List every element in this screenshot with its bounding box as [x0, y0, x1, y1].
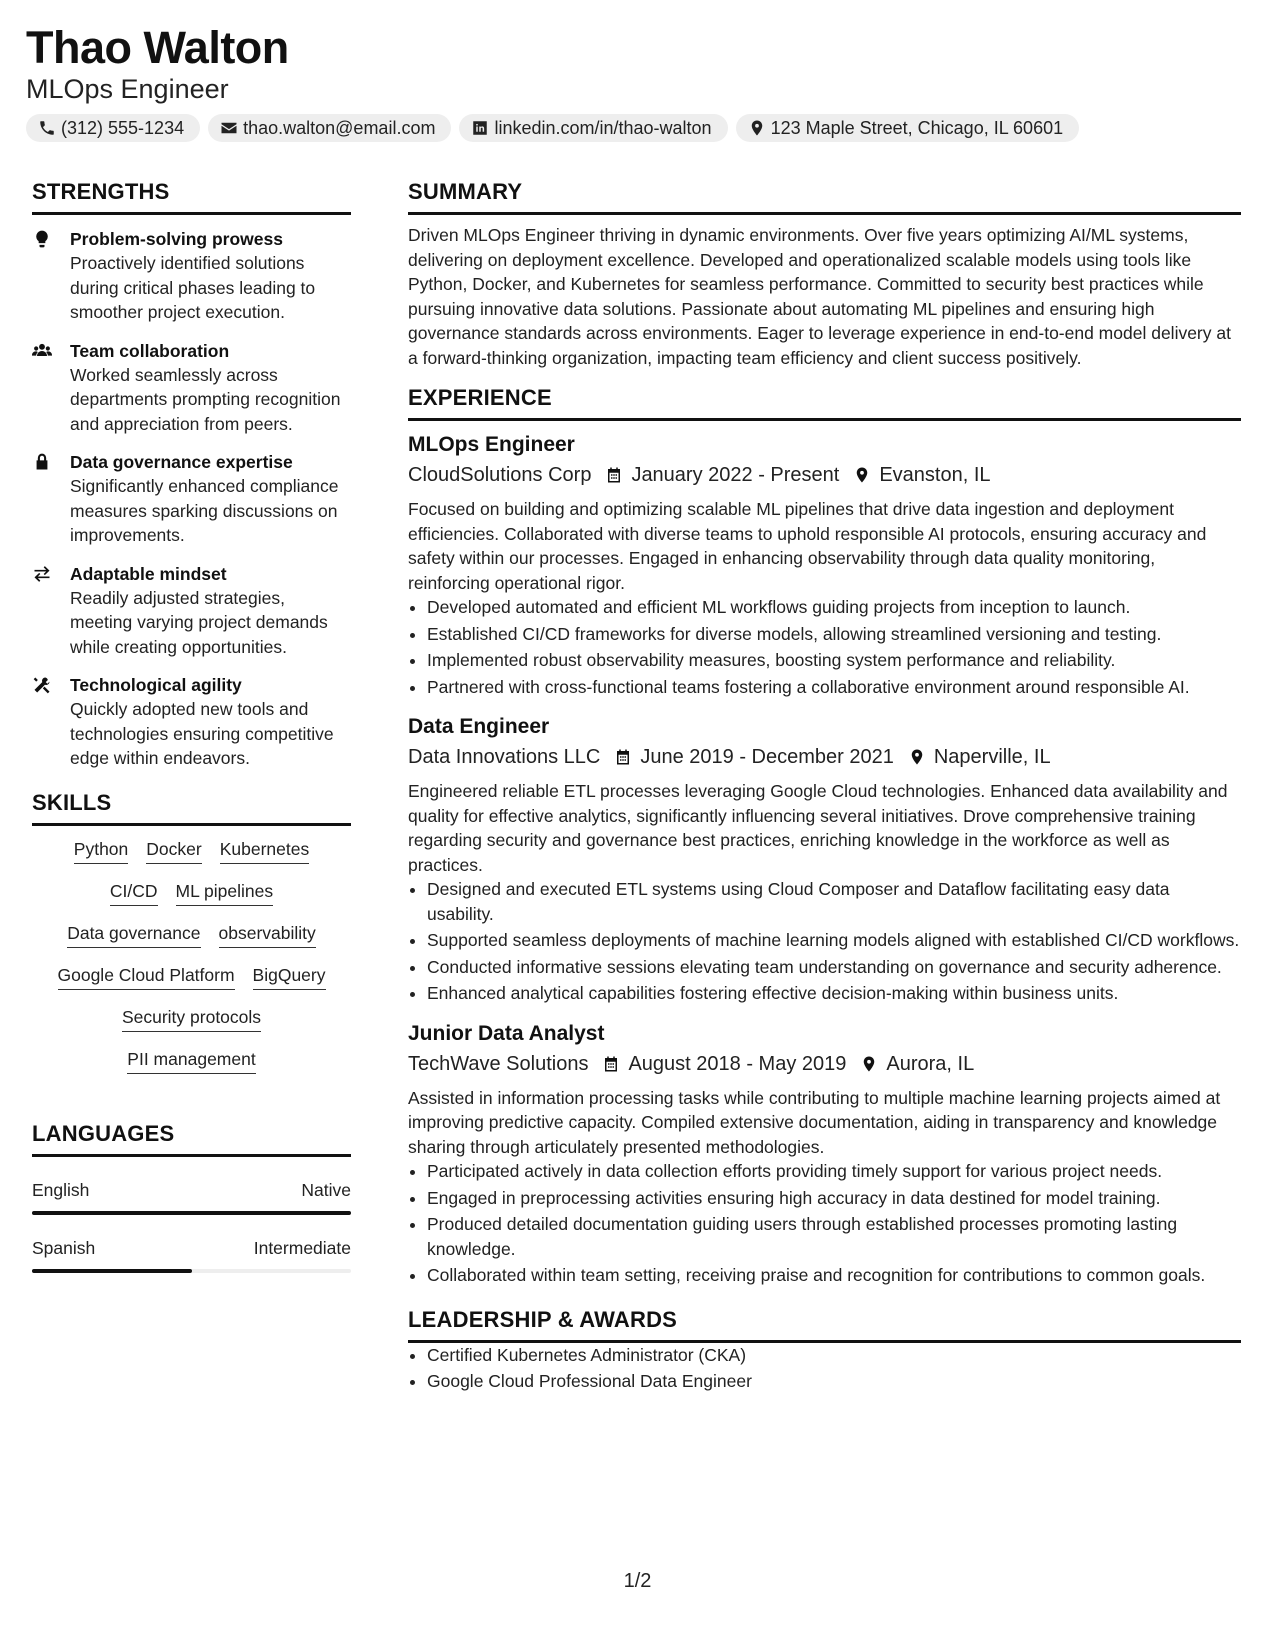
language-level-bar — [32, 1211, 351, 1215]
map-pin-icon — [748, 119, 766, 137]
skill-tag: CI/CD — [110, 880, 158, 906]
left-column — [32, 178, 351, 1273]
experience-section — [408, 384, 1241, 1288]
job-meta — [408, 1050, 1241, 1078]
awards-list — [408, 1343, 1241, 1394]
job-location: Aurora, IL — [886, 1052, 975, 1075]
skills-heading: SKILLS — [32, 789, 351, 826]
skill-row — [42, 922, 341, 948]
job-bullets — [408, 1159, 1241, 1288]
language-item — [32, 1179, 351, 1215]
job-entry — [408, 713, 1241, 1006]
users-icon — [32, 341, 54, 363]
contact-email-text: thao.walton@email.com — [243, 117, 436, 138]
job-dates: January 2022 - Present — [631, 464, 840, 486]
job-meta — [408, 461, 1241, 489]
contact-linkedin-text: linkedin.com/in/thao-walton — [494, 117, 712, 138]
strength-item — [32, 339, 351, 437]
awards-section — [408, 1306, 1241, 1394]
skill-tag: Kubernetes — [220, 838, 310, 864]
calendar-icon — [605, 466, 623, 484]
calendar-icon — [602, 1055, 620, 1073]
strength-item — [32, 227, 351, 325]
job-bullet: • Produced detailed documentation guiding users through established processes promoting lasting knowledge. — [427, 1212, 1241, 1261]
strength-title: Team collaboration — [70, 340, 230, 361]
exchange-arrows-icon — [32, 564, 54, 586]
strength-desc: Proactively identified solutions during critical phases leading to smoother project execution. — [70, 253, 316, 322]
strength-desc: Readily adjusted strategies, meeting varying project demands while creating opportunities. — [70, 587, 328, 657]
job-bullet: • Partnered with cross-functional teams fostering a collaborative environment around responsible AI. — [427, 675, 1241, 700]
skill-row — [42, 1006, 341, 1032]
contact-address[interactable] — [736, 114, 1080, 142]
phone-icon — [38, 119, 56, 137]
candidate-title: MLOps Engineer — [26, 74, 229, 104]
language-level-fill — [32, 1269, 192, 1273]
skill-row — [42, 1048, 341, 1074]
skill-tag: BigQuery — [253, 964, 326, 990]
page-number: 1/2 — [623, 1570, 652, 1592]
job-bullet: • Collaborated within team setting, receiving praise and recognition for contributions to common goals. — [427, 1263, 1241, 1288]
skill-tag: PII management — [127, 1048, 255, 1074]
language-level-bar — [32, 1269, 351, 1273]
tools-icon — [32, 675, 54, 697]
job-dates: June 2019 - December 2021 — [640, 746, 894, 768]
job-description: Assisted in information processing tasks while contributing to multiple machine learning projects aimed at improving predictive capacity. Compiled extensive documentation, aiding in transparency and knowledge sharing through articulately presented methodologies. — [408, 1087, 1221, 1157]
contact-phone-text: (312) 555-1234 — [61, 117, 185, 138]
contact-phone[interactable] — [26, 114, 200, 142]
language-item — [32, 1237, 351, 1273]
contact-email[interactable] — [208, 114, 451, 142]
skill-row — [42, 880, 341, 906]
job-entry — [408, 1020, 1241, 1288]
job-title: MLOps Engineer — [408, 433, 575, 456]
languages-section — [32, 1120, 351, 1273]
job-location: Evanston, IL — [879, 464, 991, 486]
job-entry — [408, 431, 1241, 699]
job-bullet: • Developed automated and efficient ML workflows guiding projects from inception to launch. — [427, 595, 1241, 620]
job-title: Data Engineer — [408, 715, 550, 738]
job-bullets — [408, 877, 1241, 1006]
map-pin-icon — [860, 1055, 878, 1073]
job-bullet: • Enhanced analytical capabilities fostering effective decision-making within business units. — [427, 981, 1241, 1006]
envelope-icon — [220, 119, 238, 137]
strength-title: Data governance expertise — [70, 452, 293, 472]
strength-item — [32, 673, 351, 771]
job-bullet: • Conducted informative sessions elevating team understanding on governance and security adherence. — [427, 955, 1241, 980]
map-pin-icon — [853, 466, 871, 484]
job-location: Naperville, IL — [933, 746, 1051, 768]
language-name: Spanish — [32, 1237, 96, 1258]
lock-icon — [32, 452, 54, 474]
skills-list — [32, 838, 351, 1074]
job-dates: August 2018 - May 2019 — [628, 1052, 847, 1075]
contact-linkedin[interactable] — [459, 114, 727, 142]
summary-text: Driven MLOps Engineer thriving in dynamic environments. Over five years optimizing AI/ML systems, delivering on deployment excellence. Developed and operationalized scalable models using tools like Python, Docker, and Kubernetes for seamless performance. Committed to security best practices while pursuing innovative data solutions. Passionate about automating ML pipelines and ensuring high governance standards across environments. Eager to leverage experience in end-to-end model delivery at a forward-thinking organization, impacting team efficiency and client success positively. — [408, 225, 1231, 368]
language-name: English — [32, 1179, 90, 1200]
strengths-heading: STRENGTHS — [32, 178, 351, 215]
skill-tag: ML pipelines — [176, 880, 274, 906]
calendar-icon — [614, 748, 632, 766]
strength-item — [32, 562, 351, 660]
strength-title: Technological agility — [70, 675, 242, 695]
strength-item — [32, 450, 351, 548]
job-company: TechWave Solutions — [408, 1052, 589, 1075]
job-bullet: • Established CI/CD frameworks for diverse models, allowing streamlined versioning and testing. — [427, 622, 1241, 647]
job-bullet: • Engaged in preprocessing activities ensuring high accuracy in data destined for model training. — [427, 1186, 1241, 1211]
language-level: Intermediate — [253, 1237, 351, 1258]
job-meta — [408, 743, 1241, 771]
job-company: Data Innovations LLC — [408, 746, 601, 768]
languages-heading: LANGUAGES — [32, 1120, 351, 1157]
job-bullets — [408, 595, 1241, 699]
contact-address-text: 123 Maple Street, Chicago, IL 60601 — [770, 117, 1064, 138]
job-title: Junior Data Analyst — [408, 1021, 605, 1045]
candidate-name: Thao Walton — [26, 22, 289, 73]
strength-desc: Quickly adopted new tools and technologies ensuring competitive edge within endeavors. — [70, 699, 334, 768]
skills-section — [32, 789, 351, 1074]
linkedin-icon — [471, 119, 489, 137]
award-item: • Certified Kubernetes Administrator (CKA) — [427, 1343, 1241, 1368]
experience-heading: EXPERIENCE — [408, 384, 1241, 421]
strength-title: Problem-solving prowess — [70, 229, 283, 249]
skill-tag: Python — [74, 838, 128, 864]
skill-row — [42, 838, 341, 864]
skill-tag: Google Cloud Platform — [58, 964, 235, 990]
skill-tag: Data governance — [67, 922, 200, 948]
job-company: CloudSolutions Corp — [408, 464, 592, 486]
strength-desc: Significantly enhanced compliance measures sparking discussions on improvements. — [70, 476, 339, 545]
job-description: Engineered reliable ETL processes leveraging Google Cloud technologies. Enhanced data availability and quality for effective analytics, significantly influencing several initiatives. Drove comprehensive training regarding security and governance best practices, enriching knowledge in the workforce as well as practices. — [408, 781, 1228, 875]
skill-tag: Security protocols — [122, 1006, 261, 1032]
skill-row — [42, 964, 341, 990]
job-bullet: • Supported seamless deployments of machine learning models aligned with established CI/CD workflows. — [427, 928, 1241, 953]
right-column — [408, 178, 1241, 1396]
skill-tag: Docker — [146, 838, 201, 864]
job-bullet: • Designed and executed ETL systems using Cloud Composer and Dataflow facilitating easy data usability. — [427, 877, 1241, 926]
strengths-list — [32, 227, 351, 771]
strength-title: Adaptable mindset — [70, 563, 227, 584]
job-description: Focused on building and optimizing scalable ML pipelines that drive data ingestion and deployment efficiencies. Collaborated with diverse teams to uphold responsible AI protocols, ensuring accuracy and safety within our processes. Engaged in enhancing observability through data quality monitoring, reinforcing operational rigor. — [408, 499, 1207, 593]
award-item: • Google Cloud Professional Data Engineer — [427, 1369, 1241, 1394]
summary-heading: SUMMARY — [408, 178, 1241, 215]
strength-desc: Worked seamlessly across departments prompting recognition and appreciation from peers. — [70, 364, 341, 434]
awards-heading: LEADERSHIP & AWARDS — [408, 1306, 1241, 1343]
language-level: Native — [301, 1179, 351, 1200]
skill-tag: observability — [219, 922, 316, 948]
job-bullet: • Participated actively in data collection efforts providing timely support for various project needs. — [427, 1159, 1241, 1184]
contact-bar — [26, 114, 1079, 142]
job-bullet: • Implemented robust observability measures, boosting system performance and reliability. — [427, 648, 1241, 673]
lightbulb-icon — [32, 229, 54, 251]
language-level-fill — [32, 1211, 351, 1215]
map-pin-icon — [908, 748, 926, 766]
